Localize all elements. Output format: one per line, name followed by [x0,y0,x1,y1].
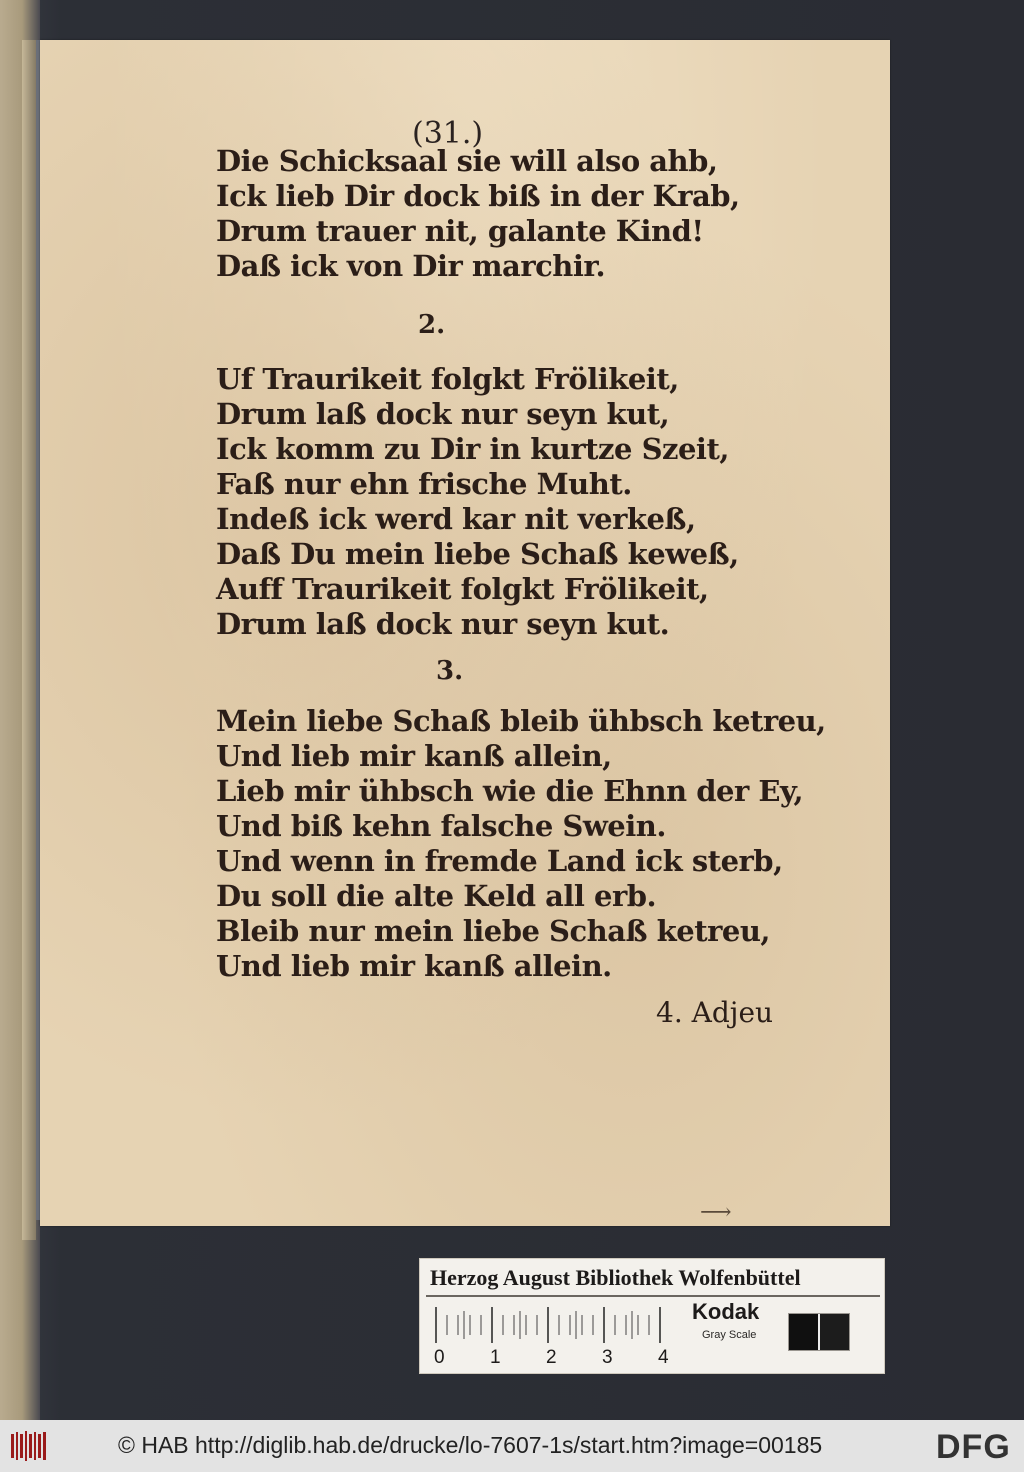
stanza-2 [216,362,739,642]
catchword: 4. Adjeu [656,996,774,1029]
verse-line: Ick komm zu Dir in kurtze Szeit, [216,432,729,466]
footer-bar [0,1420,1024,1472]
pencil-mark-icon: ⟶ [700,1200,732,1225]
stanza-3 [216,704,826,984]
stanza-number-3: 3. [436,656,464,686]
ruler-number: 2 [546,1347,557,1368]
dfg-logo: DFG [936,1428,1011,1466]
library-label-card [419,1258,885,1374]
verse-line: Bleib nur mein liebe Schaß ketreu, [216,914,771,948]
ruler-number: 1 [490,1347,501,1368]
verse-line: Die Schicksaal sie will also ahb, [216,144,718,178]
verse-line: Du soll die alte Keld all erb. [216,879,657,913]
stanza-1 [216,144,740,284]
stanza-number-2: 2. [418,310,446,340]
label-divider [426,1295,880,1297]
library-name: Herzog August Bibliothek Wolfenbüttel [430,1265,801,1290]
verse-line: Faß nur ehn frische Muht. [216,467,632,501]
verse-line: Und wenn in fremde Land ick sterb, [216,844,783,878]
verse-line: Auff Traurikeit folgkt Frölikeit, [216,572,709,606]
verse-line: Lieb mir ühbsch wie die Ehnn der Ey, [216,774,804,808]
copyright-link[interactable]: © HAB http://diglib.hab.de/drucke/lo-7607-1s/start.htm?image=00185 [118,1432,823,1458]
verse-line: Daß ick von Dir marchir. [216,249,606,283]
verse-line: Drum laß dock nur seyn kut. [216,607,670,641]
kodak-logo: Kodak [692,1299,760,1324]
ruler-number: 0 [434,1347,445,1368]
verse-line: Drum trauer nit, galante Kind! [216,214,704,248]
verse-line: Daß Du mein liebe Schaß keweß, [216,537,739,571]
page-number: (31.) [412,116,484,151]
ruler-number: 4 [658,1347,669,1368]
verse-line: Und biß kehn falsche Swein. [216,809,666,843]
gray-scale-patch [788,1313,850,1351]
gray-scale-caption: Gray Scale [702,1329,757,1341]
hab-logo-icon [10,1430,48,1462]
verse-line: Und lieb mir kanß allein. [216,949,612,983]
verse-line: Und lieb mir kanß allein, [216,739,612,773]
scanned-page [40,40,890,1226]
verse-line: Mein liebe Schaß bleib ühbsch ketreu, [216,704,826,738]
measurement-ruler-icon [432,1305,682,1345]
verse-line: Drum laß dock nur seyn kut, [216,397,670,431]
previous-page-edge [0,0,40,1420]
verse-line: Indeß ick werd kar nit verkeß, [216,502,696,536]
ruler-number: 3 [602,1347,613,1368]
verse-line: Uf Traurikeit folgkt Frölikeit, [216,362,679,396]
verse-line: Ick lieb Dir dock biß in der Krab, [216,179,740,213]
